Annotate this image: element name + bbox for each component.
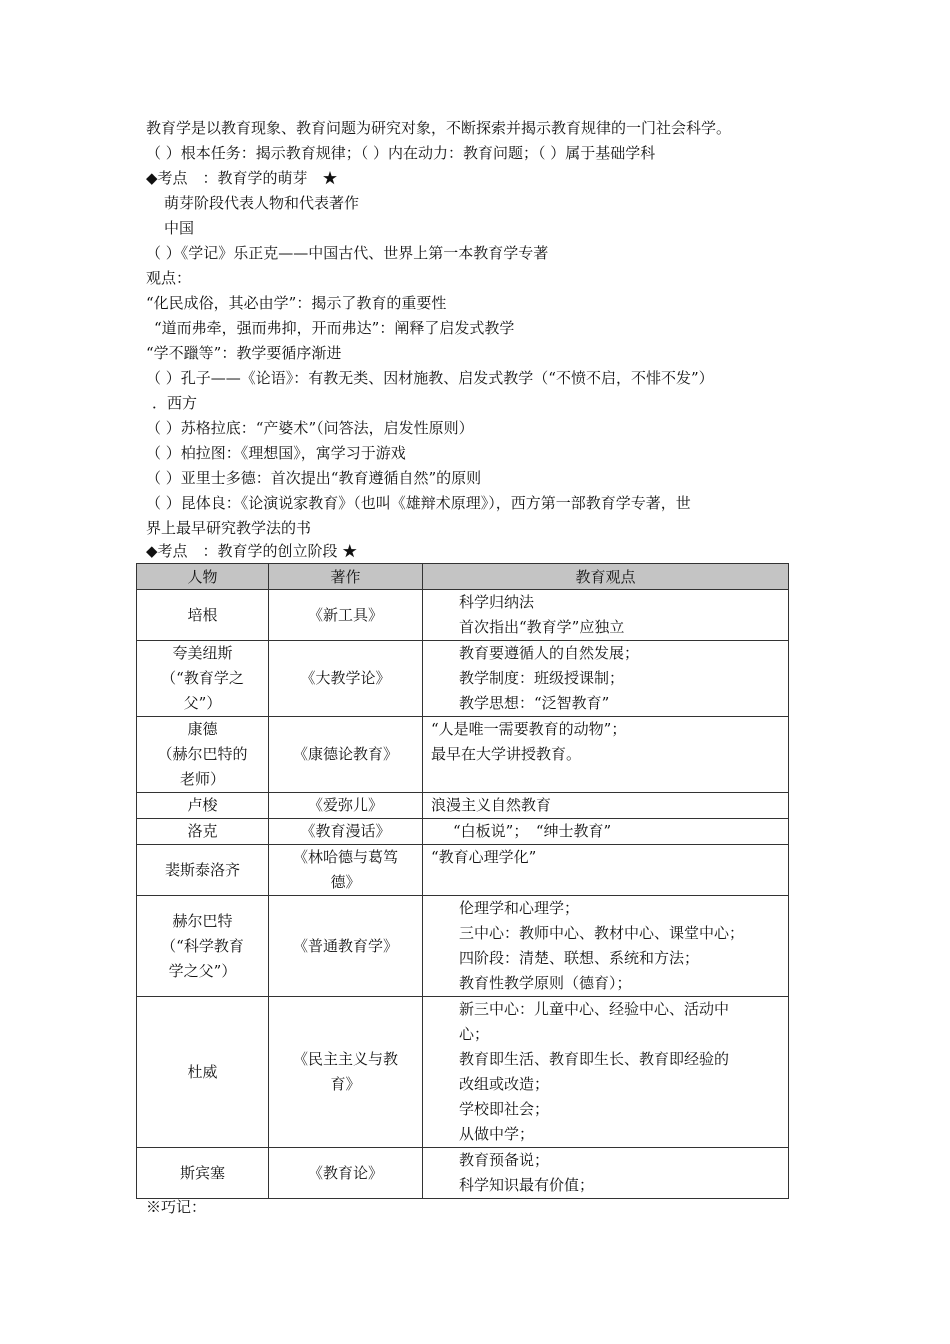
book-cell: 《民主主义与教 育》	[269, 997, 423, 1148]
socrates-line: （ ）苏格拉底：“产婆术”（问答法，启发性原则）	[146, 419, 474, 437]
book-cell: 《爱弥儿》	[269, 793, 423, 819]
book-cell: 《新工具》	[269, 590, 423, 641]
views-cell: 教育预备说； 科学知识最有价值；	[423, 1148, 789, 1199]
view-line-3: “学不躐等”：教学要循序渐进	[146, 344, 342, 362]
book-cell: 《教育论》	[269, 1148, 423, 1199]
table-row	[137, 590, 789, 641]
table-row	[137, 997, 789, 1148]
views-cell: 伦理学和心理学； 三中心：教师中心、教材中心、课堂中心； 四阶段：清楚、联想、系统和方法； 教育性教学原则（德育）；	[423, 896, 789, 997]
table-row	[137, 641, 789, 717]
table-row	[137, 793, 789, 819]
confucius-line: （ ）孔子——《论语》：有教无类、因材施教、启发式教学（“不愤不启，不悱不发”）	[146, 369, 714, 387]
founding-stage-table	[136, 563, 789, 1199]
views-cell: “人是唯一需要教育的动物”； 最早在大学讲授教育。	[423, 717, 789, 793]
sprout-subheading: 萌芽阶段代表人物和代表著作	[164, 194, 360, 212]
person-cell: 洛克	[137, 819, 269, 845]
header-person: 人物	[137, 564, 269, 590]
mnemonic-label: ※巧记：	[146, 1198, 207, 1216]
views-cell: 浪漫主义自然教育	[423, 793, 789, 819]
views-cell: 教育要遵循人的自然发展； 教学制度：班级授课制； 教学思想：“泛智教育”	[423, 641, 789, 717]
view-line-1: “化民成俗，其必由学”：揭示了教育的重要性	[146, 294, 447, 312]
person-cell: 赫尔巴特 （“科学教育 学之父”）	[137, 896, 269, 997]
person-cell: 康德 （赫尔巴特的 老师）	[137, 717, 269, 793]
book-cell: 《大教学论》	[269, 641, 423, 717]
quintilian-line-1: （ ）昆体良：《论演说家教育》（也叫《雄辩术原理》），西方第一部教育学专著，世	[146, 494, 691, 512]
person-cell: 培根	[137, 590, 269, 641]
book-cell: 《教育漫话》	[269, 819, 423, 845]
person-cell: 斯宾塞	[137, 1148, 269, 1199]
views-cell: “教育心理学化”	[423, 845, 789, 896]
table-row	[137, 896, 789, 997]
table-row	[137, 1148, 789, 1199]
west-label: ．西方	[152, 394, 198, 412]
book-cell: 《林哈德与葛笃 德》	[269, 845, 423, 896]
views-cell: 科学归纳法 首次指出“教育学”应独立	[423, 590, 789, 641]
table-row	[137, 717, 789, 793]
header-book: 著作	[269, 564, 423, 590]
person-cell: 杜威	[137, 997, 269, 1148]
views-cell: “白板说”； “绅士教育”	[423, 819, 789, 845]
views-cell: 新三中心：儿童中心、经验中心、活动中 心； 教育即生活、教育即生长、教育即经验的 改组或改造； 学校即社会； 从做中学；	[423, 997, 789, 1148]
aristotle-line: （ ）亚里士多德：首次提出“教育遵循自然”的原则	[146, 469, 482, 487]
views-label: 观点：	[146, 269, 192, 287]
header-views: 教育观点	[423, 564, 789, 590]
xueji-line: （ ）《学记》乐正克——中国古代、世界上第一本教育学专著	[146, 244, 549, 262]
plato-line: （ ）柏拉图：《理想国》，寓学习于游戏	[146, 444, 406, 462]
table-row	[137, 845, 789, 896]
quintilian-line-2: 界上最早研究教学法的书	[146, 519, 312, 537]
book-cell: 《康德论教育》	[269, 717, 423, 793]
view-line-2: “道而弗牵，强而弗抑，开而弗达”：阐释了启发式教学	[154, 319, 515, 337]
person-cell: 卢梭	[137, 793, 269, 819]
definition-line: 教育学是以教育现象、教育问题为研究对象，不断探索并揭示教育规律的一门社会科学。	[146, 119, 732, 137]
china-label: 中国	[164, 219, 195, 237]
table-row	[137, 819, 789, 845]
person-cell: 裴斯泰洛齐	[137, 845, 269, 896]
table-header-row	[137, 564, 789, 590]
tasks-line: （ ）根本任务：揭示教育规律；（ ）内在动力：教育问题；（ ）属于基础学科	[146, 144, 656, 162]
section1-heading: ◆考点 ：教育学的萌芽 ★	[146, 169, 338, 187]
book-cell: 《普通教育学》	[269, 896, 423, 997]
person-cell: 夸美纽斯 （“教育学之 父”）	[137, 641, 269, 717]
section2-heading: ◆考点 ：教育学的创立阶段 ★	[146, 542, 358, 560]
